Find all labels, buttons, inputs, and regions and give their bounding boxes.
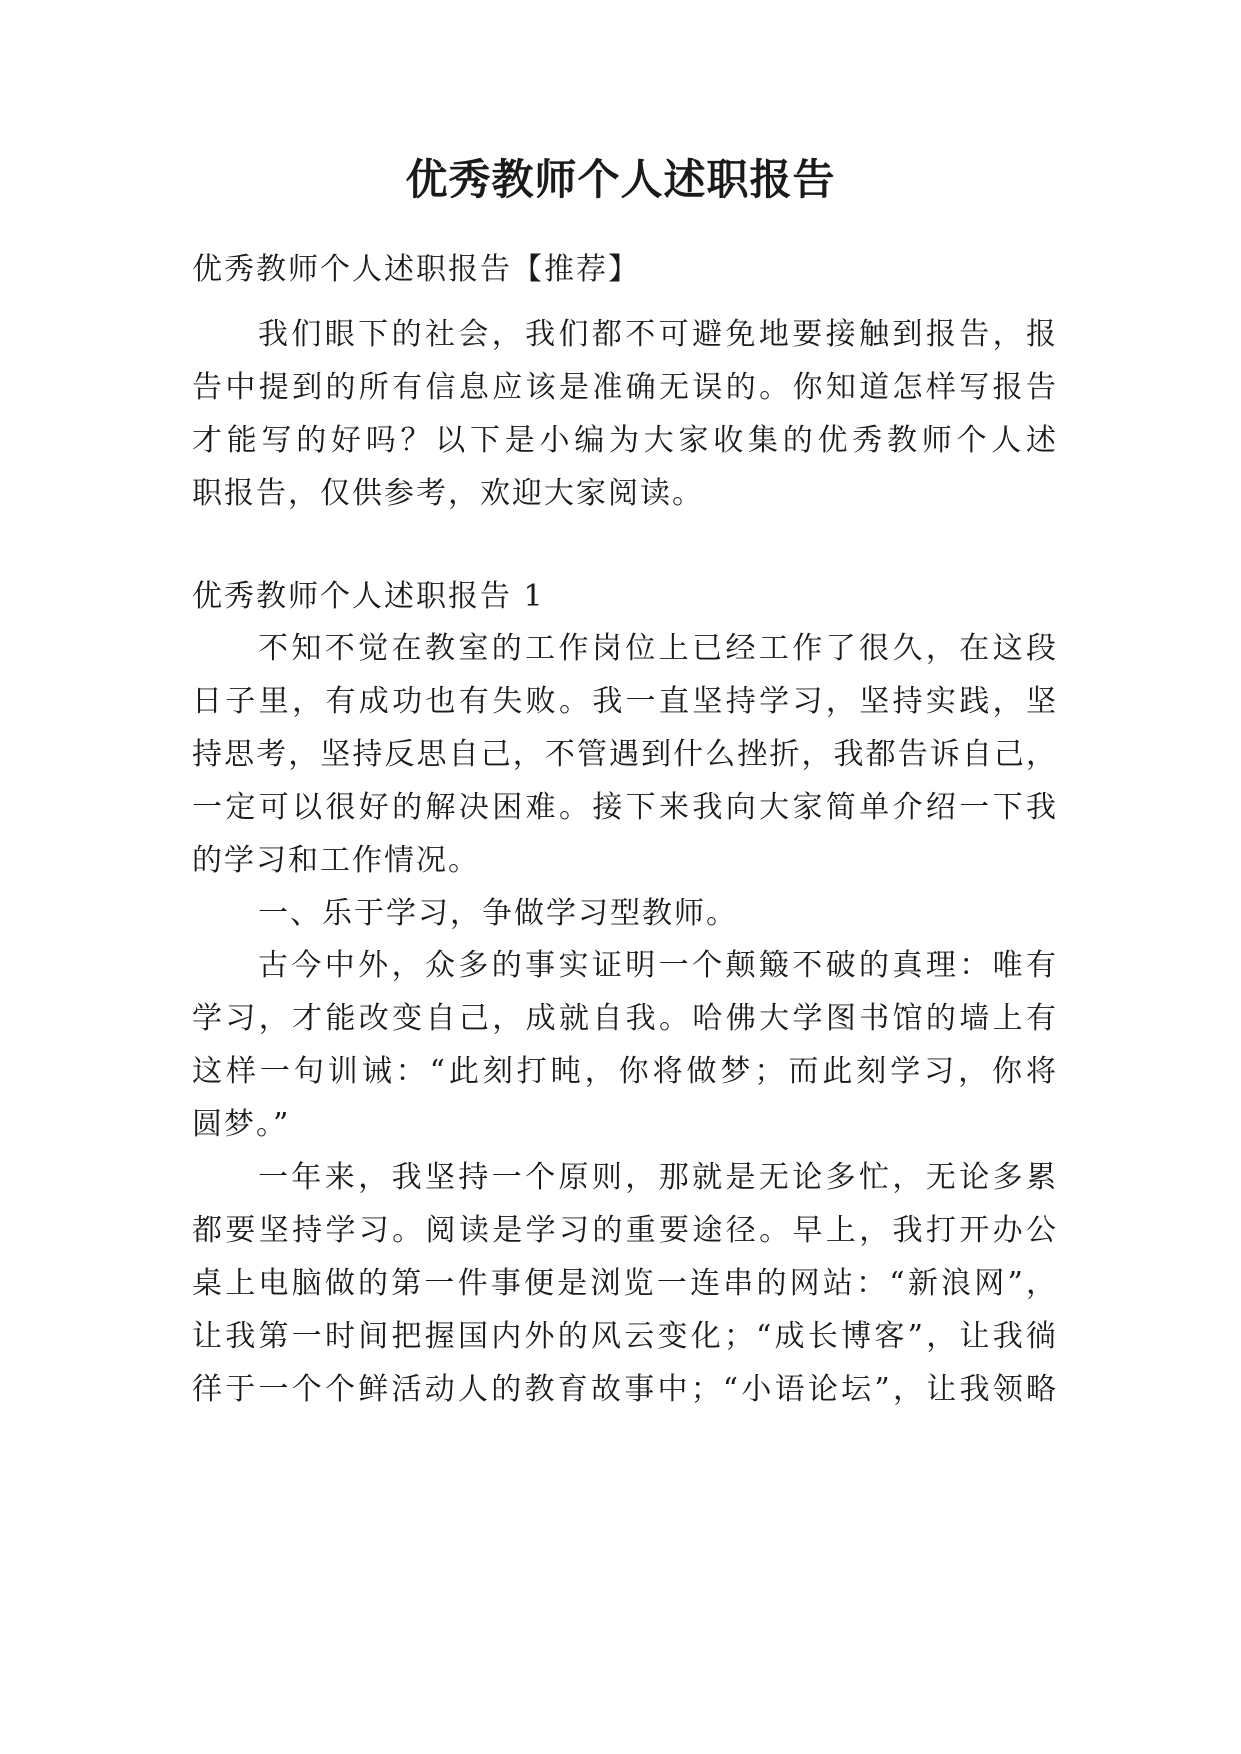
paragraph-line: 的学习和工作情况。 bbox=[192, 843, 480, 878]
paragraph-line: 不知不觉在教室的工作岗位上已经工作了很久，在这段 bbox=[258, 631, 1058, 666]
paragraph-line: 徉于一个个鲜活动人的教育故事中；“小语论坛”，让我领略 bbox=[192, 1372, 1058, 1407]
paragraph-line: 这样一句训诫：“此刻打盹，你将做梦；而此刻学习，你将 bbox=[192, 1054, 1058, 1089]
paragraph-line: 桌上电脑做的第一件事便是浏览一连串的网站：“新浪网”， bbox=[192, 1266, 1058, 1301]
paragraph-line: 学习，才能改变自己，成就自我。哈佛大学图书馆的墙上有 bbox=[192, 1001, 1058, 1036]
paragraph-line: 告中提到的所有信息应该是准确无误的。你知道怎样写报告 bbox=[192, 370, 1058, 405]
subsection-heading: 一、乐于学习，争做学习型教师。 bbox=[258, 896, 738, 931]
paragraph-line: 古今中外，众多的事实证明一个颠簸不破的真理：唯有 bbox=[258, 948, 1058, 983]
paragraph-line: 圆梦。” bbox=[192, 1107, 291, 1142]
paragraph-line: 都要坚持学习。阅读是学习的重要途径。早上，我打开办公 bbox=[192, 1213, 1058, 1248]
section-heading: 优秀教师个人述职报告 1 bbox=[192, 579, 545, 614]
paragraph-line: 日子里，有成功也有失败。我一直坚持学习，坚持实践，坚 bbox=[192, 684, 1058, 719]
paragraph-line: 我们眼下的社会，我们都不可避免地要接触到报告，报 bbox=[258, 317, 1058, 352]
paragraph-line: 让我第一时间把握国内外的风云变化；“成长博客”，让我徜 bbox=[192, 1319, 1058, 1354]
paragraph-line: 一定可以很好的解决困难。接下来我向大家简单介绍一下我 bbox=[192, 790, 1058, 825]
document-title: 优秀教师个人述职报告 bbox=[405, 155, 836, 204]
paragraph-line: 才能写的好吗？以下是小编为大家收集的优秀教师个人述 bbox=[192, 423, 1058, 458]
subtitle-line: 优秀教师个人述职报告【推荐】 bbox=[192, 252, 640, 287]
paragraph-line: 一年来，我坚持一个原则，那就是无论多忙，无论多累 bbox=[258, 1160, 1058, 1195]
paragraph-line: 持思考，坚持反思自己，不管遇到什么挫折，我都告诉自己， bbox=[192, 737, 1058, 772]
paragraph-line: 职报告，仅供参考，欢迎大家阅读。 bbox=[192, 476, 704, 511]
